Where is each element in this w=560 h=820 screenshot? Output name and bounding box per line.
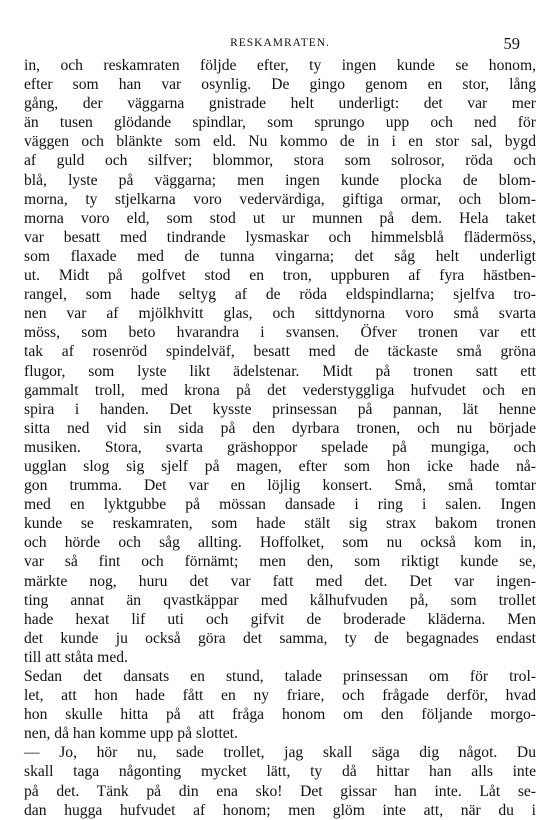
text-line: ugglan slog sig sjelf på magen, efter som hon icke hade nå- [24,457,536,475]
text-line: gon trumma. Det var en löjlig konsert. Små, små tomtar [24,477,536,495]
text-line: till att ståta med. [24,648,128,666]
text-line: hade hexat lif uti och gifvit de broderade kläderna. Men [24,610,536,628]
text-line: nen, då han komme upp på slottet. [24,725,238,743]
text-line: var besatt med tindrande lysmaskar och himmelsblå flädermöss, [24,228,536,246]
text-line: gammalt troll, med krona på det vederstyggliga hufvudet och en [24,381,536,399]
text-line: in, och reskamraten följde efter, ty ingen kunde se honom, [24,57,536,74]
text-line: kunde se reskamraten, som hade stält sig strax bakom tronen [24,515,536,533]
text-line: med en lyktgubbe på mössan dansade i ring i salen. Ingen [24,496,536,514]
text-line: ting annat än qvastkäppar med kålhufvuden på, som trollet [24,591,536,609]
text-line: blå, lyste på väggarna; men ingen kunde plocka de blom- [24,171,536,189]
text-line: af guld och silfver; blommor, stora som solrosor, röda och [24,152,536,170]
text-line: sitta ned vid sin sida på den dyrbara tronen, och nu började [24,419,536,437]
text-line: — Jo, hör nu, sade trollet, jag skall säga dig något. Du [24,744,536,762]
body-text [24,56,536,820]
text-line: musiken. Stora, svarta gräshoppor spelade på mungiga, och [24,438,536,456]
text-line: let, att hon hade fått en ny friare, och frågade derför, hvad [24,687,536,705]
running-title: RESKAMRATEN. [230,37,330,49]
text-line: som flaxade med de tunna vingarna; det såg helt underligt [24,247,536,265]
text-line: efter som han var osynlig. De gingo genom en stor, lång [24,76,536,94]
text-line: väggen och blänkte som eld. Nu kommo de in i en stor sal, bygd [24,133,536,151]
text-line: Sedan det dansats en stund, talade prinsessan om för trol- [24,668,536,685]
text-line: flugor, som lyste likt ädelstenar. Midt på tronen satt ett [24,362,536,380]
text-line: skall taga någonting mycket lätt, ty då hittar han alls inte [24,763,536,781]
text-line: var så fint och förnämt; men den, som riktigt kunde se, [24,553,536,571]
text-line: och hörde och såg allting. Hoffolket, som nu också kom in, [24,534,536,552]
text-line: nen var af mjölkhvitt glas, och sittdynorna voro små svarta [24,305,536,323]
text-line: möss, som beto hvarandra i svansen. Öfver tronen var ett [24,324,536,342]
text-line: morna voro eld, som stod ut ur munnen på dem. Hela taket [24,209,536,227]
text-line: på det. Tänk på din ena sko! Det gissar han inte. Låt se- [24,782,536,800]
text-line: det kunde ju också göra det samma, ty de begagnades endast [24,629,536,647]
text-line: hon skulle hitta på att fråga honom om den följande morgo- [24,706,536,724]
text-line: ut. Midt på golfvet stod en tron, uppburen af fyra hästben- [24,267,536,285]
page-number: 59 [503,34,520,53]
running-header [0,34,560,54]
text-line: rangel, som hade seltyg af de röda eldspindlarna; sjelfva tro- [24,286,536,304]
text-line: gång, der väggarna gnistrade helt underligt: det var mer [24,95,536,113]
text-line: spira i handen. Det kysste prinsessan på pannan, lät henne [24,400,536,418]
text-line: dan hugga hufvudet af honom; men glöm inte att, när du i [24,801,536,819]
text-line: morna, ty stjelkarna voro vedervärdiga, giftiga ormar, och blom- [24,190,536,208]
text-line: märkte nog, huru det var fatt med det. Det var ingen- [24,572,536,590]
text-line: än tusen glödande spindlar, som sprungo upp och ned för [24,114,536,132]
text-line: tak af rosenröd spindelväf, besatt med de täckaste små gröna [24,343,536,361]
